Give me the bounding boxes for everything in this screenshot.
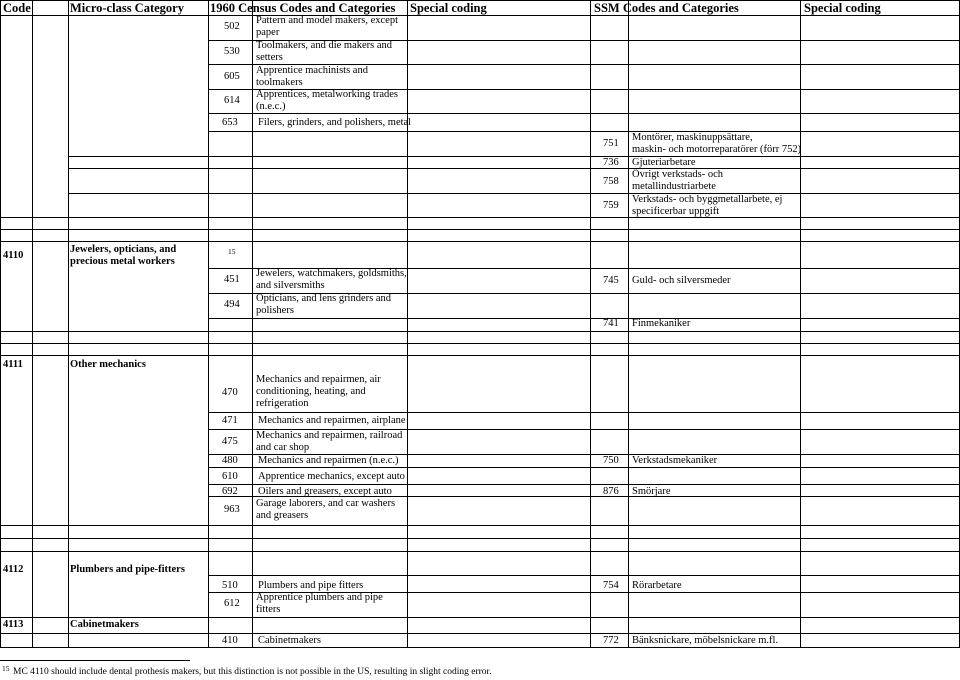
- census-code: 653: [222, 117, 238, 128]
- census-label: polishers: [256, 305, 294, 316]
- header-code: Code: [3, 1, 31, 15]
- ssm-code: 754: [603, 580, 619, 591]
- footnote-text: MC 4110 should include dental prothesis makers, but this distinction is not possible in the US, resulting in slight coding error.: [13, 667, 492, 677]
- ssm-label: Verkstads- och byggmetallarbete, ej: [632, 194, 783, 205]
- ssm-label: Montörer, maskinuppsättare,: [632, 132, 753, 143]
- census-code: 510: [222, 580, 238, 591]
- census-label: Mechanics and repairmen (n.e.c.): [258, 455, 399, 466]
- census-code: 451: [224, 274, 240, 285]
- header-ssm: SSM Codes and Categories: [594, 1, 739, 15]
- ssm-code: 736: [603, 157, 619, 168]
- ssm-code: 758: [603, 176, 619, 187]
- ssm-code: 759: [603, 200, 619, 211]
- census-label: refrigeration: [256, 398, 309, 409]
- census-code: 502: [224, 21, 240, 32]
- census-label: setters: [256, 52, 283, 63]
- census-code: 610: [222, 471, 238, 482]
- micro-label: Cabinetmakers: [70, 619, 139, 630]
- census-label: Mechanics and repairmen, air: [256, 374, 381, 385]
- census-code: 480: [222, 455, 238, 466]
- census-code: 475: [222, 436, 238, 447]
- census-label: and greasers: [256, 510, 309, 521]
- ssm-code: 745: [603, 275, 619, 286]
- ssm-label: Rörarbetare: [632, 580, 682, 591]
- micro-label: Other mechanics: [70, 359, 146, 370]
- ssm-label: specificerbar uppgift: [632, 206, 720, 217]
- census-label: Pattern and model makers, except: [256, 15, 398, 26]
- census-code: 963: [224, 504, 240, 515]
- header-census: 1960 Census Codes and Categories: [210, 1, 396, 15]
- micro-code: 4112: [3, 564, 24, 575]
- census-code: 614: [224, 95, 240, 106]
- footnote-rule: [0, 660, 190, 661]
- census-code: 605: [224, 71, 240, 82]
- ssm-label: Smörjare: [632, 486, 671, 497]
- ssm-label: Guld- och silversmeder: [632, 275, 731, 286]
- census-label: conditioning, heating, and: [256, 386, 366, 397]
- census-label: Garage laborers, and car washers: [256, 498, 396, 509]
- census-label: Mechanics and repairmen, railroad: [256, 430, 403, 441]
- micro-code: 4111: [3, 359, 23, 370]
- ssm-label: Verkstadsmekaniker: [632, 455, 718, 466]
- census-label: Apprentice machinists and: [256, 65, 368, 76]
- ssm-label: Finmekaniker: [632, 318, 691, 329]
- ssm-label: Bänksnickare, möbelsnickare m.fl.: [632, 635, 779, 646]
- census-label: Opticians, and lens grinders and: [256, 293, 392, 304]
- ssm-code: 876: [603, 486, 619, 497]
- census-code: 471: [222, 415, 238, 426]
- census-label: Plumbers and pipe fitters: [258, 580, 364, 591]
- census-label: fitters: [256, 604, 281, 615]
- census-label: and silversmiths: [256, 280, 325, 291]
- footnote-ref: 15: [228, 247, 236, 256]
- census-label: and car shop: [256, 442, 310, 453]
- micro-label: Plumbers and pipe-fitters: [70, 564, 185, 575]
- micro-code: 4110: [3, 250, 24, 261]
- census-code: 530: [224, 46, 240, 57]
- census-code: 494: [224, 299, 240, 310]
- census-label: Apprentice mechanics, except auto: [258, 471, 405, 482]
- census-label: Mechanics and repairmen, airplane: [258, 415, 406, 426]
- census-label: Apprentice plumbers and pipe: [256, 592, 383, 603]
- census-label: Filers, grinders, and polishers, metal: [258, 117, 412, 128]
- header-micro-class: Micro-class Category: [70, 1, 184, 15]
- header-special-coding: Special coding: [410, 1, 487, 15]
- census-code: 692: [222, 486, 238, 497]
- ssm-code: 750: [603, 455, 619, 466]
- census-label: Oilers and greasers, except auto: [258, 486, 392, 497]
- census-label: Toolmakers, and die makers and: [256, 40, 393, 51]
- census-label: Apprentices, metalworking trades: [256, 89, 398, 100]
- micro-code: 4113: [3, 619, 24, 630]
- footnote-mark: 15: [2, 664, 10, 673]
- micro-label: precious metal workers: [70, 256, 175, 267]
- ssm-label: maskin- och motorreparatörer (förr 752): [632, 144, 802, 155]
- micro-label: Jewelers, opticians, and: [70, 244, 177, 255]
- ssm-label: metallindustriarbete: [632, 181, 716, 192]
- census-label: paper: [256, 27, 280, 38]
- census-code: 410: [222, 635, 238, 646]
- ssm-label: Övrigt verkstads- och: [632, 169, 723, 180]
- ssm-code: 772: [603, 635, 619, 646]
- census-label: Cabinetmakers: [258, 635, 321, 646]
- header-special-coding-2: Special coding: [804, 1, 881, 15]
- ssm-label: Gjuteriarbetare: [632, 157, 696, 168]
- census-label: (n.e.c.): [256, 101, 286, 112]
- ssm-code: 751: [603, 138, 619, 149]
- census-code: 612: [224, 598, 240, 609]
- census-label: toolmakers: [256, 77, 303, 88]
- ssm-code: 741: [603, 318, 619, 329]
- census-code: 470: [222, 387, 238, 398]
- census-label: Jewelers, watchmakers, goldsmiths,: [256, 268, 407, 279]
